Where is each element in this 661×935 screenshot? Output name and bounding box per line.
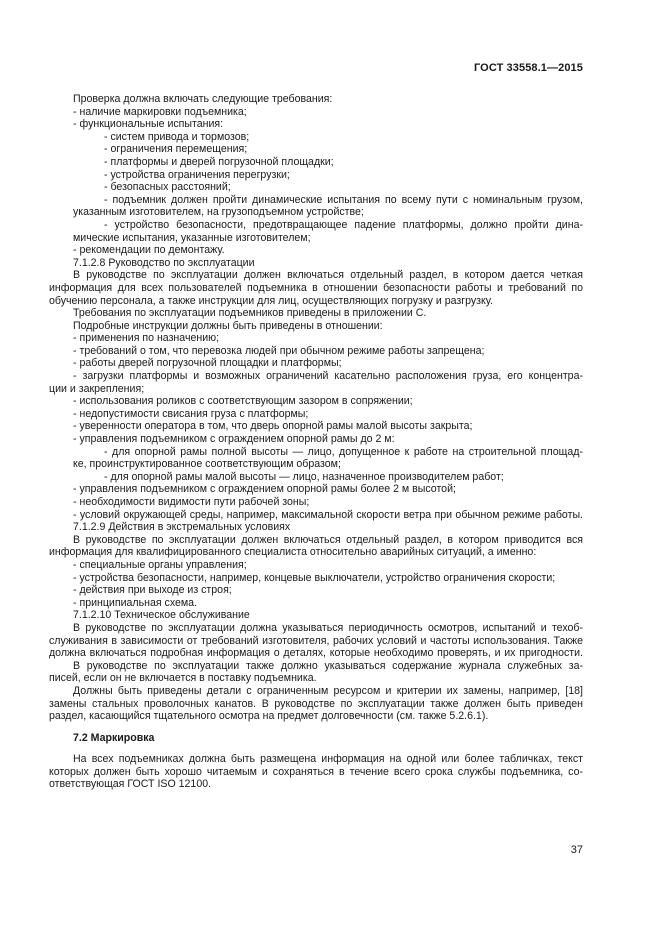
text-line: - загрузки платформы и возможных ограничений касательно расположения груза, его концентра-: [73, 370, 583, 383]
text-line: 7.1.2.10 Техническое обслуживание: [73, 609, 250, 622]
text-line: - управления подъемником с ограждением опорной рамы до 2 м:: [73, 433, 395, 446]
text-line: Требования по эксплуатации подъемников приведены в приложении С.: [73, 307, 427, 320]
text-line: информация для всех пользователей подъемника в отношении безопасности работы и требований по: [49, 281, 583, 294]
text-line: - устройства ограничения перегрузки;: [104, 168, 290, 181]
text-line: - устройство безопасности, предотвращающее падение платформы, должно пройти дина-: [104, 218, 583, 231]
text-line: раздел, касающийся тщательного осмотра на предмет долговечности (см. также 5.2.6.1).: [49, 710, 489, 723]
document-code: ГОСТ 33558.1—2015: [473, 62, 583, 74]
text-line: обучению персонала, а также инструкции для лиц, осуществляющих погрузку и разгрузку.: [49, 294, 493, 307]
text-line: В руководстве по эксплуатации должна указываться периодичность осмотров, испытаний и техоб-: [73, 621, 583, 634]
text-line: 7.1.2.8 Руководство по эксплуатации: [73, 256, 255, 269]
text-line: - для опорной рамы малой высоты — лицо, назначенное производителем работ;: [104, 470, 504, 483]
text-line: - условий окружающей среды, например, максимальной скорости ветра при обычном режиме работы.: [73, 508, 583, 521]
text-line: - работы дверей погрузочной площадки и платформы;: [73, 357, 342, 370]
text-line: - устройства безопасности, например, концевые выключатели, устройство ограничения скорости;: [73, 571, 556, 584]
text-line: Должны быть приведены детали с ограниченным ресурсом и критерии их замены, например, [18]: [73, 684, 583, 697]
text-line: На всех подъемниках должна быть размещена информация на одной или более табличках, текст: [73, 753, 583, 766]
text-line: ответствующая ГОСТ ISO 12100.: [49, 778, 212, 791]
text-line: В руководстве по эксплуатации должен включаться отдельный раздел, в котором дается четкая: [73, 269, 583, 282]
text-line: Проверка должна включать следующие требования:: [73, 93, 333, 105]
section-heading: 7.2 Маркировка: [73, 731, 155, 744]
page-number: 37: [570, 844, 583, 856]
text-line: - безопасных расстояний;: [104, 181, 231, 194]
text-line: ции и закрепления;: [49, 382, 145, 395]
text-line: - действия при выходе из строя;: [73, 584, 232, 597]
text-line: - необходимости видимости пути рабочей зоны;: [73, 496, 310, 508]
text-line: - требований о том, что перевозка людей при обычном режиме работы запрещена;: [73, 344, 485, 357]
text-line: - платформы и дверей погрузочной площадки;: [104, 155, 334, 168]
text-line: Подробные инструкции должны быть приведены в отношении:: [73, 319, 383, 332]
text-line: - недопустимости свисания груза с платформы;: [73, 407, 309, 420]
spacer: [49, 744, 583, 753]
text-line: должна включаться подробная информация о деталях, которые необходимо проверять, и их пригодности.: [49, 647, 583, 660]
text-line: - уверенности оператора в том, что дверь опорной рамы малой высоты закрыта;: [73, 420, 473, 433]
text-line: - рекомендации по демонтажу.: [73, 244, 225, 257]
text-line: информация для квалифицированного специалиста относительно аварийных ситуаций, а именно:: [49, 546, 537, 559]
text-line: В руководстве по эксплуатации также должно указываться содержание журнала служебных за-: [73, 659, 583, 672]
text-line: - применения по назначению;: [73, 332, 220, 345]
text-line: которых должен быть хорошо читаемым и сохраняться в течение всего срока службы подъемника, со-: [49, 765, 583, 778]
text-line: - для опорной рамы полной высоты — лицо, допущенное к работе на строительной площад-: [104, 445, 583, 458]
text-line: ке, проинструктированное соответствующим образом;: [73, 458, 341, 471]
text-line: - подъемник должен пройти динамические испытания по всему пути с номинальным грузом,: [104, 193, 583, 206]
text-line: - специальные органы управления;: [73, 558, 247, 571]
text-line: - принципиальная схема.: [73, 596, 198, 609]
text-line: - ограничения перемещения;: [104, 143, 248, 156]
text-line: - функциональные испытания:: [73, 118, 224, 131]
text-line: служивания в зависимости от требований изготовителя, рабочих условий и частоты использования. Также: [49, 634, 583, 647]
text-line: - управления подъемником с ограждением опорной рамы более 2 м высотой;: [73, 483, 456, 496]
text-line: 7.1.2.9 Действия в экстремальных условиях: [73, 521, 291, 534]
text-line: замены стальных проволочных канатов. В руководстве по эксплуатации также должен быть приведен: [49, 697, 583, 710]
text-line: мические испытания, указанные изготовителем;: [73, 231, 311, 244]
text-line: - систем привода и тормозов;: [104, 130, 250, 143]
text-line: - наличие маркировки подъемника;: [73, 105, 247, 118]
text-line: - использования роликов с соответствующим зазором в сопряжении;: [73, 395, 413, 408]
text-line: указанным изготовителем, на грузоподъемном устройстве;: [73, 206, 364, 219]
text-line: В руководстве по эксплуатации должен включаться отдельный раздел, в котором приводится вся: [73, 533, 583, 546]
document-body: [49, 93, 583, 791]
spacer: [49, 723, 583, 732]
text-line: писей, если он не включается в поставку подъемника.: [49, 672, 317, 685]
